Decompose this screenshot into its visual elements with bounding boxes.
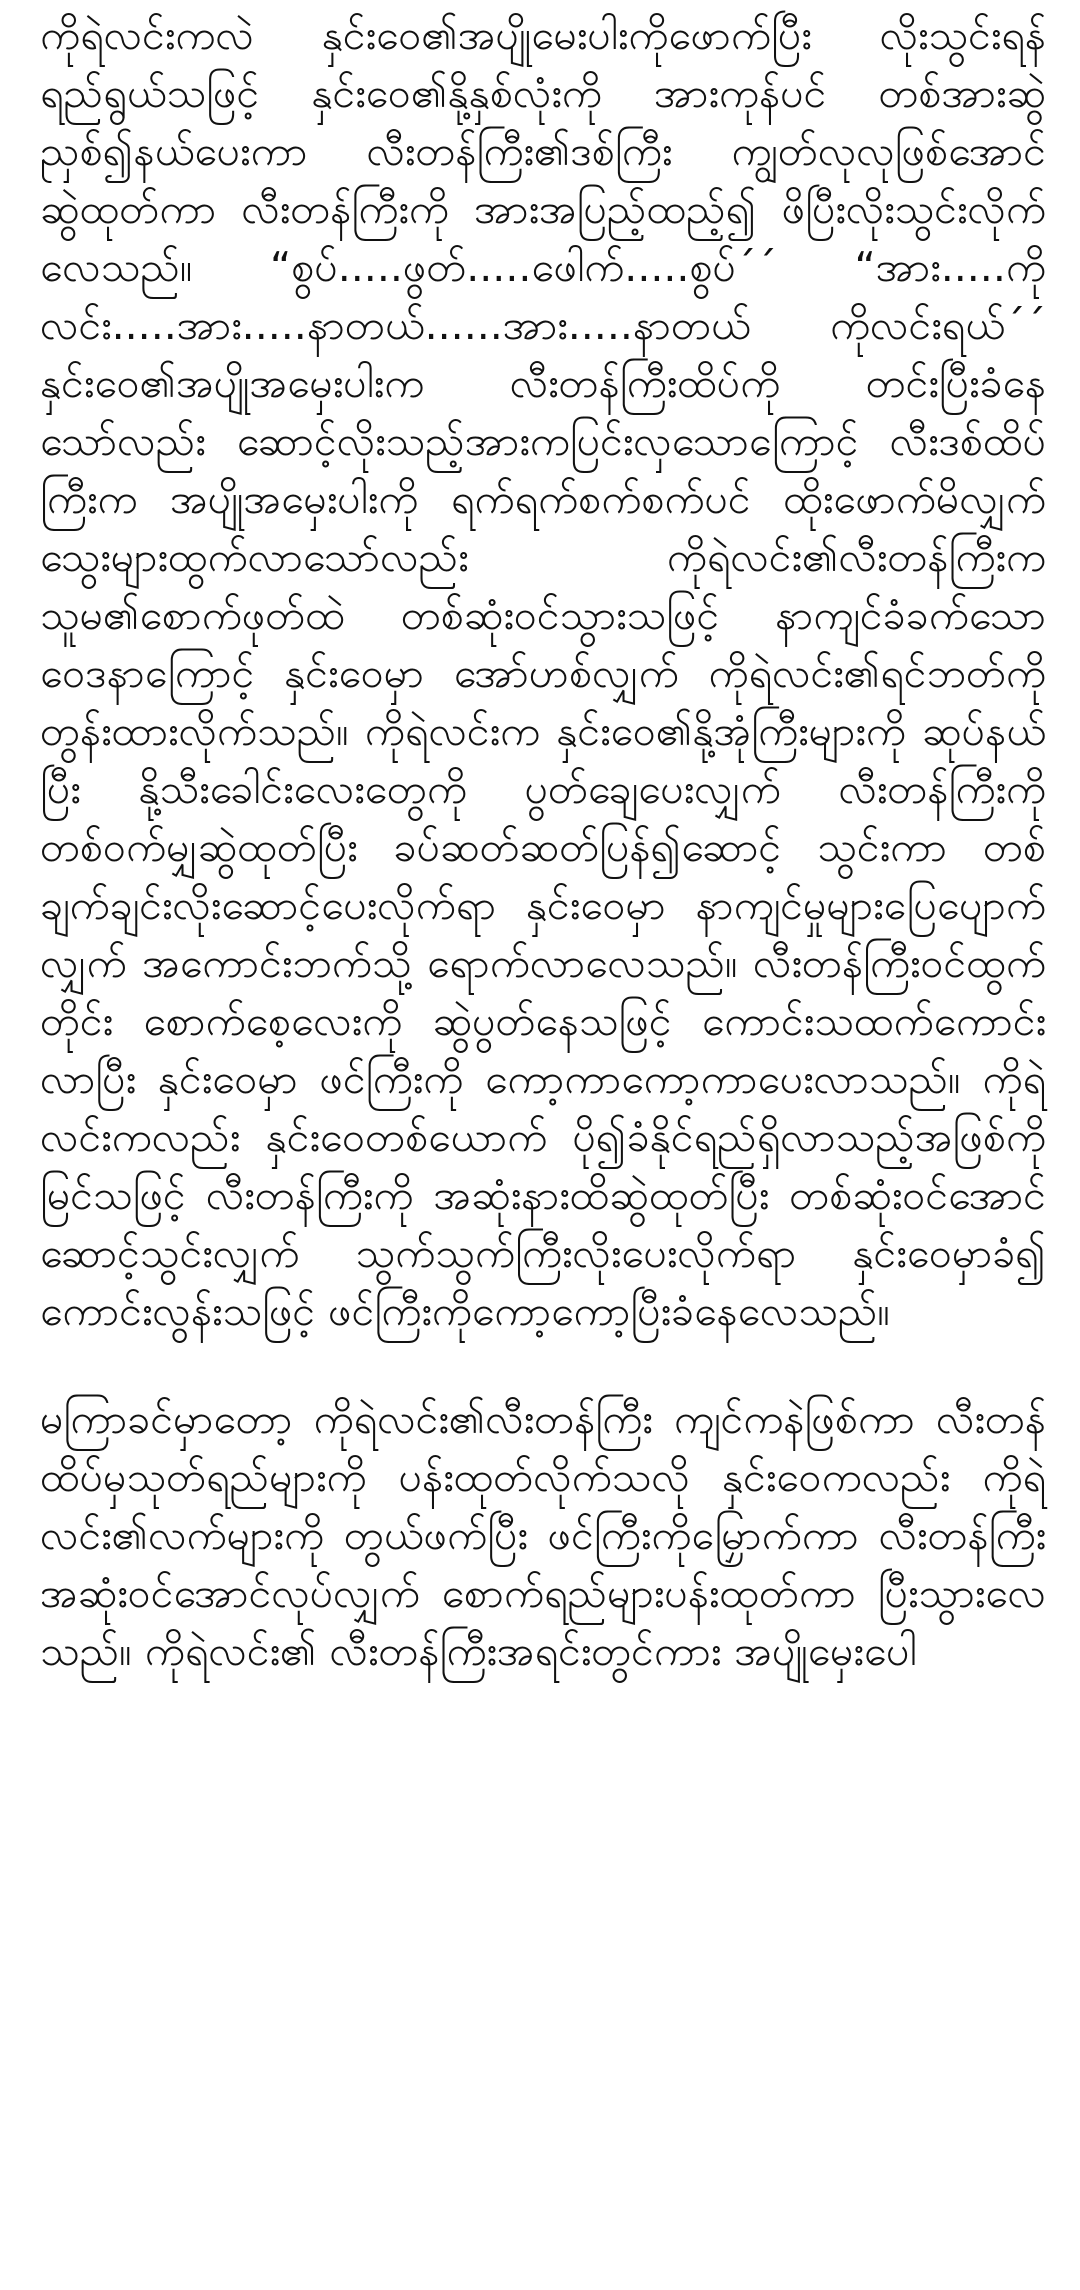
- paragraph-2: မကြာခင်မှာတော့ ကိုရဲလင်း၏လီးတန်ကြီး ကျင်ကနဲဖြစ်ကာ လီးတန်ထိပ်မှသုတ်ရည်များကို ပန်းထုတ်လိုက်သလို နှင်းဝေကလည်း ကိုရဲလင်း၏လက်များကို တွယ်ဖက်ပြီး ဖင်ကြီးကိုမြှောက်ကာ လီးတန်ကြီးအဆုံးဝင်အောင်လုပ်လျှက် စောက်ရည်များပန်းထုတ်ကာ ပြီးသွားလေသည်။ ကိုရဲလင်း၏ လီးတန်ကြီးအရင်းတွင်ကား အပျိုမှေးပေါ: [40, 1395, 1046, 1675]
- paragraph-spacer: [40, 1340, 1046, 1390]
- paragraph-1: ကိုရဲလင်းကလဲ နှင်းဝေ၏အပျိုမေးပါးကိုဖောက်ပြီး လိုးသွင်းရန်ရည်ရွယ်သဖြင့် နှင်းဝေ၏နို့နှစ်လုံးကို အားကုန်ပင် တစ်အားဆွဲညှစ်၍နယ်ပေးကာ လီးတန်ကြီး၏ဒစ်ကြီး ကျွတ်လုလုဖြစ်အောင် ဆွဲထုတ်ကာ လီးတန်ကြီးကို အားအပြည့်ထည့်၍ ဖိပြီးလိုးသွင်းလိုက်လေသည်။ “စွပ်.....ဖွတ်.....ဖေါက်.....စွပ်´´ “အား.....ကိုလင်း.....အား.....နာတယ်......အား.....နာတယ် ကိုလင်းရယ်´´ နှင်းဝေ၏အပျိုအမှေးပါးက လီးတန်ကြီးထိပ်ကို တင်းပြီးခံနေသော်လည်း ဆောင့်လိုးသည့်အားကပြင်းလှသောကြောင့် လီးဒစ်ထိပ်ကြီးက အပျိုအမှေးပါးကို ရက်ရက်စက်စက်ပင် ထိုးဖောက်မိလျှက် သွေးများထွက်လာသော်လည်း ကိုရဲလင်း၏လီးတန်ကြီးက သူမ၏စောက်ဖုတ်ထဲ တစ်ဆုံးဝင်သွားသဖြင့် နာကျင်ခံခက်သောဝေဒနာကြောင့် နှင်းဝေမှာ အော်ဟစ်လျှက် ကိုရဲလင်း၏ရင်ဘတ်ကို တွန်းထားလိုက်သည်။ ကိုရဲလင်းက နှင်းဝေ၏နို့အုံကြီးများကို ဆုပ်နယ်ပြီး နို့သီးခေါင်းလေးတွေကို ပွတ်ချေပေးလျှက် လီးတန်ကြီးကို တစ်ဝက်မျှဆွဲထုတ်ပြီး ခပ်ဆတ်ဆတ်ပြန်၍ဆောင့် သွင်းကာ တစ်ချက်ချင်းလိုးဆောင့်ပေးလိုက်ရာ နှင်းဝေမှာ နာကျင်မှုများပြေပျောက်လျှက် အကောင်းဘက်သို့ ရောက်လာလေသည်။ လီးတန်ကြီးဝင်ထွက်တိုင်း စောက်စေ့လေးကို ဆွဲပွတ်နေသဖြင့် ကောင်းသထက်ကောင်းလာပြီး နှင်းဝေမှာ ဖင်ကြီးကို ကော့ကာကော့ကာပေးလာသည်။ ကိုရဲလင်းကလည်း နှင်းဝေတစ်ယောက် ပို၍ခံနိုင်ရည်ရှိလာသည့်အဖြစ်ကို မြင်သဖြင့် လီးတန်ကြီးကို အဆုံးနားထိဆွဲထုတ်ပြီး တစ်ဆုံးဝင်အောင် ဆောင့်သွင်းလျှက် သွက်သွက်ကြီးလိုးပေးလိုက်ရာ နှင်းဝေမှာခံ၍ ကောင်းလွန်းသဖြင့် ဖင်ကြီးကိုကော့ကော့ပြီးခံနေလေသည်။: [40, 11, 1046, 1335]
